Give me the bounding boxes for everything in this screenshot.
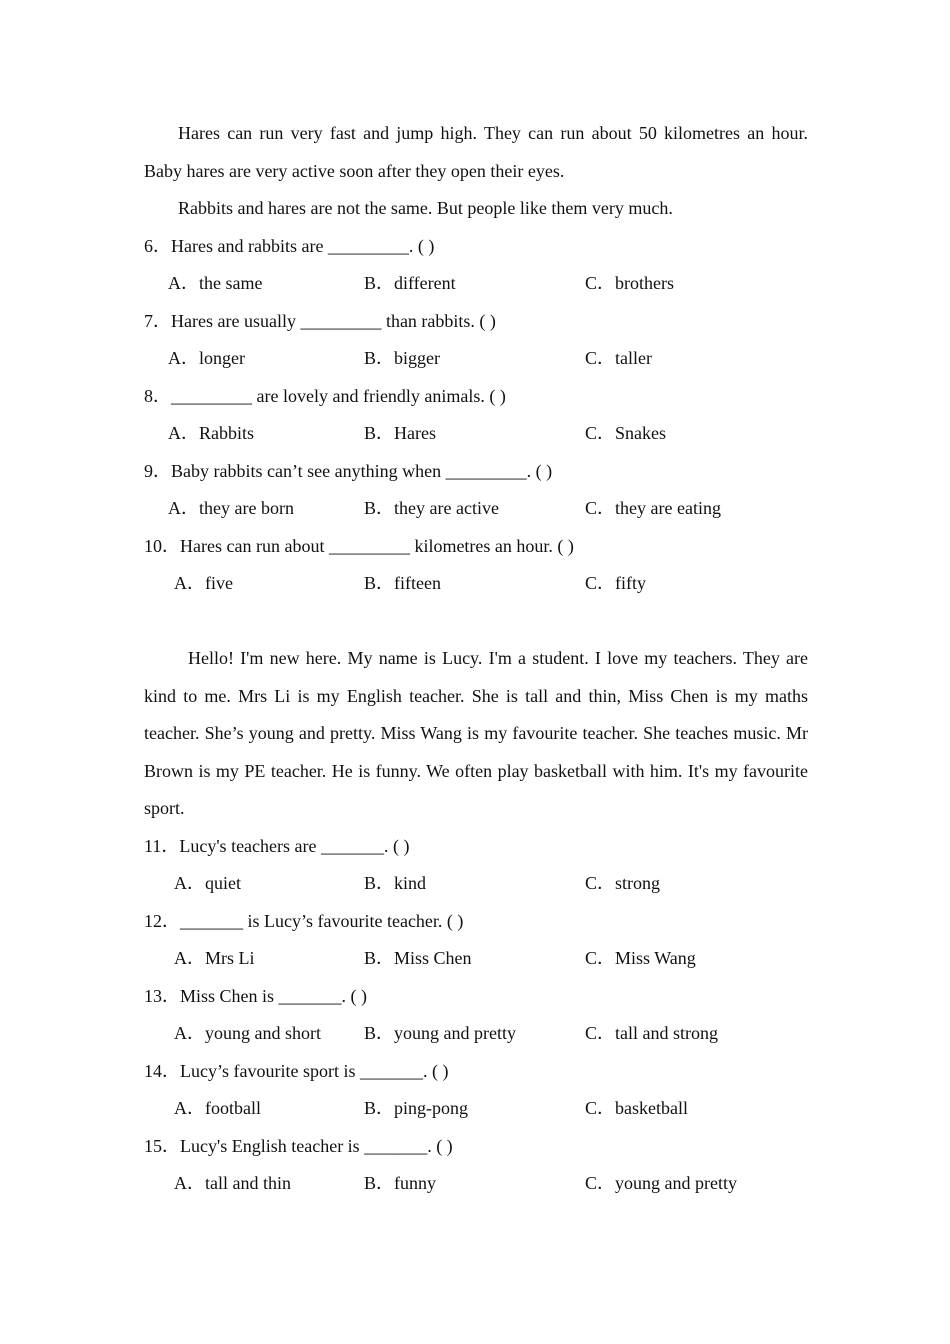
question-6: [144, 228, 808, 303]
option-c[interactable]: C．taller: [585, 348, 652, 368]
option-b[interactable]: B．they are active: [364, 498, 499, 518]
answer-options: [144, 265, 808, 303]
question-stem: 9．Baby rabbits can’t see anything when _________. ( ): [144, 460, 553, 481]
question-14: [144, 1053, 808, 1128]
question-group-6-10: [144, 228, 808, 603]
reading-passage-hares: [144, 115, 808, 228]
passage-paragraph: Hares can run very fast and jump high. They can run about 50 kilometres an hour. Baby hares are very active soon after they open their eyes.: [144, 123, 808, 181]
question-group-11-15: [144, 828, 808, 1203]
passage-paragraph: Rabbits and hares are not the same. But people like them very much.: [178, 198, 673, 218]
question-9: [144, 453, 808, 528]
question-stem: 14．Lucy’s favourite sport is _______. ( ): [144, 1060, 449, 1081]
question-stem: 15．Lucy's English teacher is _______. ( ): [144, 1135, 453, 1156]
question-12: [144, 903, 808, 978]
question-stem: 10．Hares can run about _________ kilometres an hour. ( ): [144, 535, 574, 556]
answer-options: [144, 415, 808, 453]
option-b[interactable]: B．different: [364, 273, 456, 293]
question-stem: 8．_________ are lovely and friendly animals. ( ): [144, 385, 506, 406]
question-stem: 6．Hares and rabbits are _________. ( ): [144, 235, 435, 256]
option-c[interactable]: C．Snakes: [585, 423, 666, 443]
question-stem: 12．_______ is Lucy’s favourite teacher. ( ): [144, 910, 464, 931]
worksheet-page: [144, 115, 808, 1203]
option-b[interactable]: B．kind: [364, 873, 427, 893]
option-a[interactable]: A．football: [174, 1098, 261, 1118]
option-c[interactable]: C．they are eating: [585, 498, 721, 518]
option-a[interactable]: A．five: [174, 573, 233, 593]
option-b[interactable]: B．Hares: [364, 423, 436, 443]
option-a[interactable]: A．they are born: [168, 498, 294, 518]
answer-options: [144, 1165, 808, 1203]
option-b[interactable]: B．Miss Chen: [364, 948, 472, 968]
question-11: [144, 828, 808, 903]
option-c[interactable]: C．brothers: [585, 273, 674, 293]
section-spacer: [144, 603, 808, 641]
option-b[interactable]: B．bigger: [364, 348, 440, 368]
question-8: [144, 378, 808, 453]
option-c[interactable]: C．basketball: [585, 1098, 688, 1118]
question-15: [144, 1128, 808, 1203]
answer-options: [144, 1015, 808, 1053]
option-b[interactable]: B．funny: [364, 1173, 436, 1193]
option-a[interactable]: A．longer: [168, 348, 245, 368]
answer-options: [144, 490, 808, 528]
option-a[interactable]: A．young and short: [174, 1023, 321, 1043]
option-c[interactable]: C．Miss Wang: [585, 948, 696, 968]
answer-options: [144, 340, 808, 378]
answer-options: [144, 865, 808, 903]
option-a[interactable]: A．tall and thin: [174, 1173, 291, 1193]
reading-passage-lucy: [144, 640, 808, 828]
option-c[interactable]: C．young and pretty: [585, 1173, 737, 1193]
option-a[interactable]: A．quiet: [174, 873, 241, 893]
option-a[interactable]: A．Mrs Li: [174, 948, 255, 968]
passage-paragraph: Hello! I'm new here. My name is Lucy. I'm a student. I love my teachers. They are kind to me. Mrs Li is my English teacher. She is tall and thin, Miss Chen is my maths teacher. She’s young and pretty. Miss Wang is my favourite teacher. She teaches music. Mr Brown is my PE teacher. He is funny. We often play basketball with him. It's my favourite sport.: [144, 648, 808, 818]
question-13: [144, 978, 808, 1053]
option-c[interactable]: C．fifty: [585, 573, 646, 593]
option-b[interactable]: B．ping-pong: [364, 1098, 469, 1118]
question-10: [144, 528, 808, 603]
question-stem: 13．Miss Chen is _______. ( ): [144, 985, 368, 1006]
option-c[interactable]: C．tall and strong: [585, 1023, 718, 1043]
option-b[interactable]: B．fifteen: [364, 573, 441, 593]
answer-options: [144, 1090, 808, 1128]
answer-options: [144, 940, 808, 978]
question-stem: 11．Lucy's teachers are _______. ( ): [144, 835, 410, 856]
option-b[interactable]: B．young and pretty: [364, 1023, 516, 1043]
option-c[interactable]: C．strong: [585, 873, 661, 893]
option-a[interactable]: A．the same: [168, 273, 263, 293]
question-7: [144, 303, 808, 378]
question-stem: 7．Hares are usually _________ than rabbits. ( ): [144, 310, 496, 331]
answer-options: [144, 565, 808, 603]
option-a[interactable]: A．Rabbits: [168, 423, 255, 443]
